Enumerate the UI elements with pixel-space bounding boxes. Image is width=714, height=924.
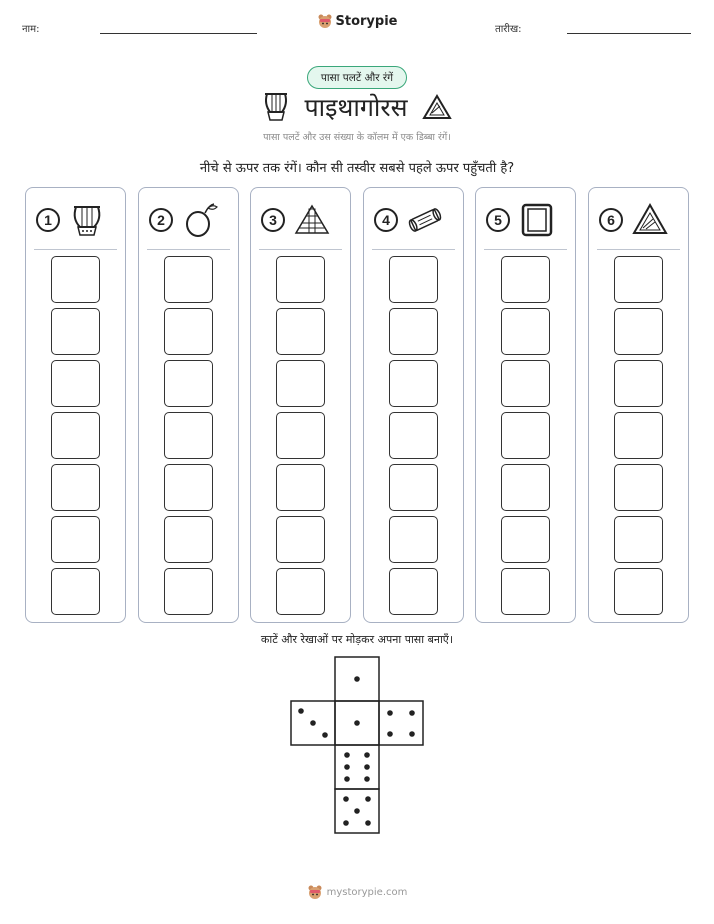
- pip: [354, 676, 360, 682]
- column-divider: [484, 249, 567, 250]
- pip: [344, 764, 350, 770]
- column-number: 1: [36, 208, 60, 232]
- title-row: [0, 90, 714, 124]
- column-divider: [34, 249, 117, 250]
- column-number: 4: [374, 208, 398, 232]
- pip: [387, 731, 393, 737]
- cut-instruction: काटें और रेखाओं पर मोड़कर अपना पासा बनाएँ।: [260, 633, 454, 646]
- color-box[interactable]: [276, 308, 325, 355]
- color-box[interactable]: [51, 256, 100, 303]
- color-box[interactable]: [614, 568, 663, 615]
- color-box[interactable]: [164, 360, 213, 407]
- lyre-icon: [68, 201, 106, 239]
- activity-pill: पासा पलटें और रंगें: [307, 66, 407, 89]
- bear-mascot-icon: [317, 13, 333, 29]
- color-box[interactable]: [51, 516, 100, 563]
- name-line[interactable]: [100, 33, 257, 34]
- color-box[interactable]: [276, 256, 325, 303]
- column-5: [475, 187, 576, 623]
- pip: [354, 808, 360, 814]
- color-box[interactable]: [614, 256, 663, 303]
- column-divider: [147, 249, 230, 250]
- color-box[interactable]: [51, 412, 100, 459]
- column-header: [149, 202, 229, 238]
- color-box[interactable]: [389, 412, 438, 459]
- die-face-4: [379, 701, 423, 745]
- column-divider: [372, 249, 455, 250]
- pip: [344, 776, 350, 782]
- color-box[interactable]: [276, 464, 325, 511]
- color-box[interactable]: [389, 464, 438, 511]
- color-box[interactable]: [501, 360, 550, 407]
- pip: [364, 764, 370, 770]
- column-2: [138, 187, 239, 623]
- column-1: [25, 187, 126, 623]
- bear-mascot-icon: [307, 884, 323, 900]
- column-number: 2: [149, 208, 173, 232]
- color-box[interactable]: [501, 516, 550, 563]
- color-box[interactable]: [51, 360, 100, 407]
- pip: [387, 710, 393, 716]
- color-box[interactable]: [501, 308, 550, 355]
- color-box[interactable]: [389, 256, 438, 303]
- pyramid-icon: [293, 201, 331, 239]
- pip: [365, 820, 371, 826]
- box-stack: [276, 256, 325, 620]
- color-box[interactable]: [501, 412, 550, 459]
- box-stack: [164, 256, 213, 620]
- box-stack: [389, 256, 438, 620]
- column-number: 3: [261, 208, 285, 232]
- page-title: पाइथागोरस: [304, 93, 408, 122]
- column-divider: [597, 249, 680, 250]
- column-divider: [259, 249, 342, 250]
- brand-name: Storypie: [335, 13, 398, 29]
- column-header: [261, 202, 341, 238]
- color-box[interactable]: [501, 256, 550, 303]
- color-box[interactable]: [614, 412, 663, 459]
- color-box[interactable]: [614, 308, 663, 355]
- column-3: [250, 187, 351, 623]
- scroll-icon: [406, 201, 444, 239]
- column-header: [599, 202, 679, 238]
- box-stack: [501, 256, 550, 620]
- color-box[interactable]: [164, 568, 213, 615]
- pip: [322, 732, 328, 738]
- color-box[interactable]: [276, 412, 325, 459]
- date-line[interactable]: [567, 33, 691, 34]
- color-box[interactable]: [164, 412, 213, 459]
- color-box[interactable]: [51, 308, 100, 355]
- brand-logo: [0, 13, 714, 29]
- color-box[interactable]: [276, 360, 325, 407]
- color-box[interactable]: [389, 360, 438, 407]
- pip: [365, 796, 371, 802]
- color-box[interactable]: [389, 308, 438, 355]
- color-box[interactable]: [164, 256, 213, 303]
- color-box[interactable]: [389, 568, 438, 615]
- pip: [364, 752, 370, 758]
- die-face-6: [335, 745, 379, 789]
- pip: [344, 752, 350, 758]
- pip: [310, 720, 316, 726]
- pip: [343, 820, 349, 826]
- color-box[interactable]: [614, 464, 663, 511]
- date-label: तारीख:: [495, 24, 522, 35]
- pip: [343, 796, 349, 802]
- color-box[interactable]: [614, 516, 663, 563]
- square-frame-icon: [518, 201, 556, 239]
- color-box[interactable]: [164, 516, 213, 563]
- color-box[interactable]: [51, 568, 100, 615]
- subtitle: पासा पलटें और उस संख्या के कॉलम में एक डिब्बा रंगें।: [263, 132, 451, 143]
- footer: [0, 884, 714, 900]
- triangle-icon: [631, 201, 669, 239]
- lyre-icon: [262, 90, 290, 124]
- pip: [364, 776, 370, 782]
- column-6: [588, 187, 689, 623]
- pip: [409, 710, 415, 716]
- color-box[interactable]: [389, 516, 438, 563]
- box-stack: [51, 256, 100, 620]
- column-number: 6: [599, 208, 623, 232]
- column-header: [36, 202, 116, 238]
- triangle-icon: [422, 93, 452, 121]
- column-4: [363, 187, 464, 623]
- olive-icon: [181, 201, 219, 239]
- color-box[interactable]: [501, 568, 550, 615]
- pip: [298, 708, 304, 714]
- footer-url[interactable]: mystorypie.com: [326, 886, 408, 898]
- column-header: [374, 202, 454, 238]
- box-stack: [614, 256, 663, 620]
- color-box[interactable]: [164, 464, 213, 511]
- color-box[interactable]: [614, 360, 663, 407]
- die-net[interactable]: [290, 656, 425, 836]
- pip: [409, 731, 415, 737]
- instruction: नीचे से ऊपर तक रंगें। कौन सी तस्वीर सबसे पहले ऊपर पहुँचती है?: [199, 161, 515, 176]
- pip: [354, 720, 360, 726]
- color-box[interactable]: [51, 464, 100, 511]
- color-box[interactable]: [164, 308, 213, 355]
- column-header: [486, 202, 566, 238]
- color-box[interactable]: [276, 568, 325, 615]
- name-label: नाम:: [22, 24, 40, 35]
- column-number: 5: [486, 208, 510, 232]
- color-box[interactable]: [276, 516, 325, 563]
- color-box[interactable]: [501, 464, 550, 511]
